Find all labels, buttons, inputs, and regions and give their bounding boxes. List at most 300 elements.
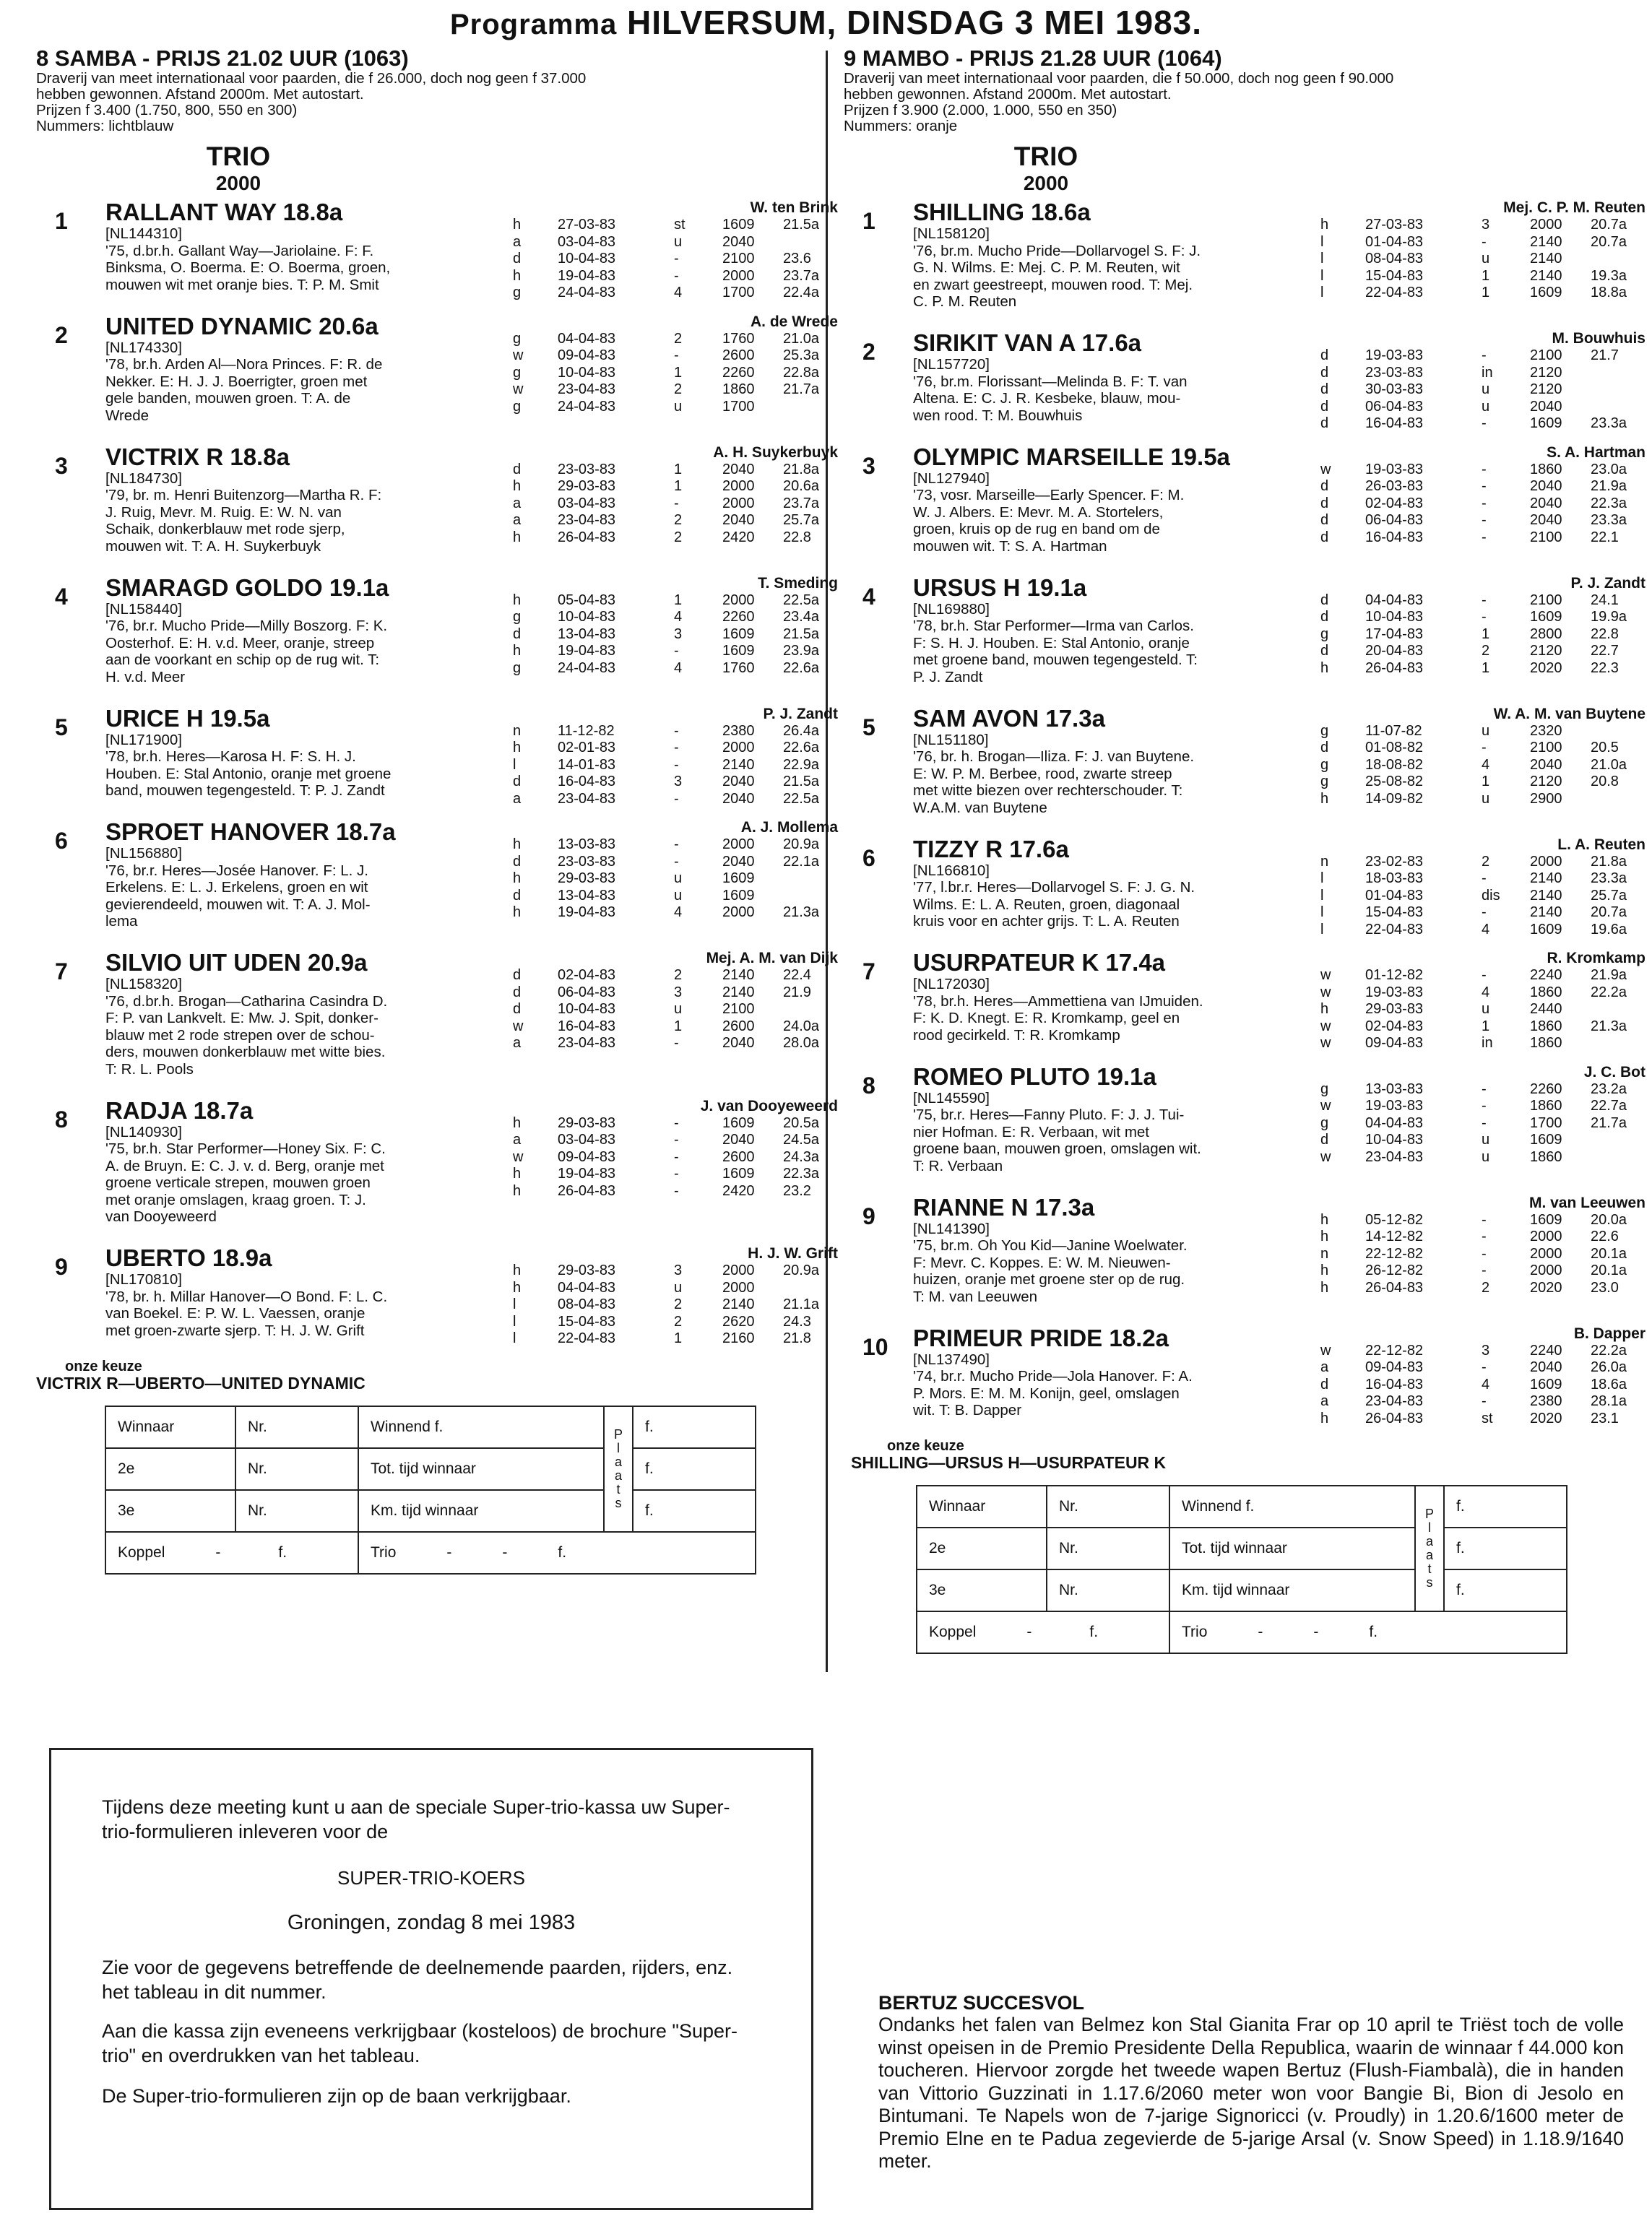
form-track: h [513, 643, 522, 659]
form-date: 19-04-83 [558, 267, 616, 284]
horse-details: [NL174330] [105, 339, 183, 356]
form-place: - [1482, 967, 1487, 983]
form-date: 18-03-83 [1365, 870, 1424, 886]
form-date: 10-04-83 [558, 609, 616, 625]
second-label: 2e [105, 1448, 235, 1490]
form-place: u [1482, 398, 1490, 415]
form-track: h [513, 1166, 522, 1182]
form-place: u [1482, 1132, 1490, 1148]
form-date: 01-04-83 [1365, 233, 1424, 250]
form-date: 03-04-83 [558, 1132, 616, 1148]
plaats-f-field: f. [1444, 1569, 1567, 1611]
form-distance: 2240 [1530, 967, 1562, 983]
form-date: 13-04-83 [558, 625, 616, 642]
form-place: - [1482, 529, 1487, 545]
form-distance: 1860 [1530, 984, 1562, 1000]
form-track: d [1320, 643, 1329, 659]
form-place: - [674, 347, 679, 363]
form-date: 11-07-82 [1365, 722, 1422, 739]
trio-amount: 2000 [1023, 172, 1069, 194]
horse-number: 5 [862, 714, 875, 740]
race-description: hebben gewonnen. Afstand 2000m. Met autostart. [844, 86, 1172, 103]
form-date: 01-04-83 [1365, 887, 1424, 904]
horse-details: [NL158440] [105, 600, 183, 618]
horse-details: '76, br.r. Heres—Josée Hanover. F: L. J. [105, 862, 368, 879]
form-place: 1 [1482, 267, 1490, 284]
form-distance: 1609 [1530, 1132, 1562, 1148]
horse-info [913, 1064, 1318, 1175]
horse-details: Erkelens. E: L. J. Erkelens, groen en wit [105, 879, 368, 896]
plaats-f-field: f. [633, 1406, 756, 1448]
horse-details: T: R. L. Pools [105, 1060, 194, 1078]
horse-details: P. J. Zandt [913, 668, 983, 685]
horse-details: [NL127940] [913, 469, 990, 487]
form-place: 4 [674, 659, 683, 676]
plaats-letter: a [1425, 1534, 1433, 1549]
form-track: a [513, 233, 522, 250]
form-distance: 2040 [1530, 756, 1562, 773]
form-distance: 2600 [722, 1018, 755, 1034]
form-track: h [1320, 1279, 1329, 1296]
horse-info [105, 199, 510, 293]
form-date: 29-03-83 [558, 870, 616, 886]
form-place: - [1482, 870, 1487, 886]
horse-details: van Boekel. E: P. W. L. Vaessen, oranje [105, 1305, 366, 1322]
form-date: 09-04-83 [558, 1148, 616, 1165]
horse-details: Wrede [105, 407, 150, 424]
form-time: 22.3 [1591, 659, 1619, 676]
race-description: Nummers: oranje [844, 118, 958, 134]
form-place: 4 [1482, 921, 1490, 937]
form-date: 09-04-83 [1365, 1359, 1424, 1375]
form-date: 26-04-83 [1365, 1279, 1424, 1296]
horse-entry [36, 575, 838, 703]
form-date: 29-03-83 [558, 1114, 616, 1131]
form-track: d [513, 251, 522, 267]
form-place: - [1482, 904, 1487, 920]
form-distance: 2040 [722, 512, 755, 528]
form-place: - [674, 1148, 679, 1165]
horse-entry [36, 444, 838, 572]
form-distance: 2140 [1530, 251, 1562, 267]
form-distance: 2000 [1530, 1229, 1562, 1244]
form-distance: 2000 [722, 495, 755, 511]
plaats-letter: P [1424, 1507, 1434, 1521]
horse-details: W. J. Albers. E: Mevr. M. A. Stortelers, [913, 503, 1164, 521]
km-tijd-field: Km. tijd winnaar [1169, 1569, 1415, 1611]
horse-details: T: R. Verbaan [913, 1157, 1003, 1174]
form-date: 19-03-83 [1365, 984, 1424, 1000]
trio-amount: 2000 [215, 172, 261, 194]
form-date: 23-03-83 [558, 853, 616, 870]
form-track: h [513, 1263, 522, 1278]
form-track: d [513, 967, 522, 983]
form-distance: 1609 [1530, 1376, 1562, 1393]
form-track: l [1320, 251, 1324, 267]
keuze-picks: VICTRIX R—UBERTO—UNITED DYNAMIC [36, 1373, 366, 1393]
form-distance: 2040 [1530, 512, 1562, 528]
horse-info [913, 1195, 1318, 1306]
form-time: 22.8 [1591, 625, 1619, 642]
form-place: 2 [674, 1296, 683, 1312]
form-distance: 2000 [722, 836, 755, 852]
trio-dash: - [1258, 1624, 1263, 1640]
horse-name: URICE H 19.5a [105, 704, 270, 732]
form-place: - [1482, 495, 1487, 511]
horse-driver: T. Smeding [758, 574, 838, 592]
form-place: 1 [1482, 625, 1490, 642]
horse-details: H. v.d. Meer [105, 668, 186, 685]
form-time: 20.1a [1591, 1263, 1627, 1278]
form-place: u [1482, 1001, 1490, 1017]
form-date: 02-04-83 [1365, 1018, 1424, 1034]
winnaar-label: Winnaar [917, 1486, 1047, 1528]
form-distance: 1609 [1530, 609, 1562, 625]
form-time: 22.8a [783, 364, 820, 381]
horse-info [913, 950, 1318, 1044]
form-place: - [674, 836, 679, 852]
form-track: w [1320, 1098, 1331, 1114]
form-distance: 1860 [1530, 1035, 1562, 1051]
horse-name: ROMEO PLUTO 19.1a [913, 1062, 1156, 1090]
form-place: - [1482, 1359, 1487, 1375]
horse-driver: W. ten Brink [750, 199, 838, 216]
form-date: 05-04-83 [558, 592, 616, 608]
form-time: 20.5a [783, 1114, 820, 1131]
form-date: 14-12-82 [1365, 1229, 1424, 1244]
form-distance: 1609 [722, 870, 755, 886]
form-time: 23.3a [1591, 870, 1627, 886]
horse-number: 6 [55, 828, 68, 854]
horse-details: '76, br.m. Mucho Pride—Dollarvogel S. F: J. [913, 242, 1201, 259]
winnend-field: Winnend f. [358, 1406, 604, 1448]
form-date: 23-04-83 [558, 381, 616, 397]
form-track: l [1320, 267, 1324, 284]
form-distance: 1609 [1530, 921, 1562, 937]
form-place: 3 [1482, 1342, 1490, 1359]
form-place: 2 [1482, 853, 1490, 870]
article-title: BERTUZ SUCCESVOL [878, 1992, 1085, 2014]
horse-driver: S. A. Hartman [1547, 443, 1645, 461]
horse-details: [NL171900] [105, 731, 183, 748]
horse-details: met oranje omslagen, kraag groen. T: J. [105, 1191, 366, 1208]
form-time: 28.0a [783, 1035, 820, 1051]
horse-number: 9 [55, 1254, 68, 1280]
winnaar-label: Winnaar [105, 1406, 235, 1448]
form-track: l [513, 1296, 516, 1312]
second-label: 2e [917, 1528, 1047, 1569]
horse-details: W.A.M. van Buytene [913, 799, 1047, 816]
form-place: - [674, 853, 679, 870]
plaats-letter: a [1425, 1548, 1433, 1562]
form-place: - [674, 740, 679, 755]
horse-name: URSUS H 19.1a [913, 573, 1087, 601]
form-track: w [1320, 1148, 1331, 1165]
form-place: 2 [674, 381, 683, 397]
form-date: 03-04-83 [558, 233, 616, 250]
form-time: 23.9a [783, 643, 820, 659]
horse-number: 1 [55, 208, 68, 234]
form-distance: 2120 [1530, 774, 1562, 789]
horse-entry [844, 706, 1645, 833]
form-place: - [1482, 347, 1487, 363]
form-date: 18-08-82 [1365, 756, 1424, 773]
form-track: n [1320, 853, 1329, 870]
form-distance: 2140 [1530, 870, 1562, 886]
horse-entry [36, 819, 838, 947]
form-distance: 1609 [1530, 285, 1562, 300]
horse-name: SHILLING 18.6a [913, 199, 1091, 225]
form-track: g [1320, 774, 1329, 789]
horse-name: PRIMEUR PRIDE 18.2a [913, 1324, 1169, 1351]
form-distance: 2260 [722, 609, 755, 625]
form-distance: 2440 [1530, 1001, 1562, 1017]
form-date: 06-04-83 [558, 984, 616, 1000]
horse-details: gevierendeeld, mouwen wit. T: A. J. Mol- [105, 896, 371, 913]
form-track: a [513, 495, 522, 511]
horse-details: [NL156880] [105, 845, 183, 862]
horse-details: G. N. Wilms. E: Mej. C. P. M. Reuten, wit [913, 259, 1180, 276]
form-date: 10-04-83 [1365, 1132, 1424, 1148]
form-distance: 2020 [1530, 1279, 1562, 1296]
horse-driver: Mej. C. P. M. Reuten [1503, 199, 1645, 216]
plaats-letter: t [1427, 1562, 1432, 1576]
form-time: 20.6a [783, 478, 820, 494]
trio-dash: - [502, 1543, 508, 1561]
trio-f: f. [558, 1543, 567, 1561]
horse-details: groene baan, mouwen groen, omslagen wit. [913, 1140, 1201, 1157]
form-time: 23.7a [783, 267, 820, 284]
form-track: d [513, 887, 522, 904]
form-place: 1 [674, 592, 683, 608]
horse-info [105, 1245, 510, 1339]
form-distance: 2040 [722, 461, 755, 477]
form-time: 22.6 [1591, 1229, 1619, 1244]
trio-label: TRIO [1013, 142, 1078, 171]
horse-name: UNITED DYNAMIC 20.6a [105, 312, 379, 339]
form-date: 11-12-82 [558, 722, 615, 739]
horse-entry [844, 1195, 1645, 1322]
form-place: - [1482, 1393, 1487, 1409]
form-place: - [1482, 740, 1487, 755]
form-date: 23-04-83 [558, 1035, 616, 1051]
form-place: 4 [674, 904, 683, 920]
form-time: 23.2a [1591, 1080, 1627, 1097]
form-date: 26-12-82 [1365, 1263, 1424, 1278]
form-place: - [674, 722, 679, 739]
form-date: 29-03-83 [558, 1263, 616, 1278]
koppel-field [917, 1611, 1169, 1653]
form-track: d [513, 461, 522, 477]
horse-details: E: W. P. M. Berbee, rood, zwarte streep [913, 765, 1172, 782]
form-distance: 2040 [1530, 1359, 1562, 1375]
form-date: 15-04-83 [1365, 904, 1424, 920]
form-date: 19-03-83 [1365, 461, 1424, 477]
form-date: 26-04-83 [558, 1182, 616, 1199]
result-table [916, 1485, 1567, 1654]
form-time: 20.5 [1591, 740, 1619, 755]
form-time: 24.0a [783, 1018, 820, 1034]
form-place: - [1482, 1098, 1487, 1114]
form-date: 09-04-83 [1365, 1035, 1424, 1051]
form-distance: 2240 [1530, 1342, 1562, 1359]
tot-tijd-field: Tot. tijd winnaar [358, 1448, 604, 1490]
form-date: 22-12-82 [1365, 1342, 1424, 1359]
form-time: 21.9a [1591, 967, 1627, 983]
form-track: h [513, 904, 522, 920]
horse-details: met groen-zwarte sjerp. T: H. J. W. Grift [105, 1322, 365, 1339]
form-track: w [513, 381, 524, 397]
form-distance: 2000 [722, 478, 755, 494]
trio-field [358, 1532, 756, 1574]
horse-driver: A. de Wrede [751, 313, 838, 330]
form-place: 4 [674, 609, 683, 625]
form-place: - [1482, 1229, 1487, 1244]
horse-name: RADJA 18.7a [105, 1096, 254, 1124]
horse-details: '79, br. m. Henri Buitenzorg—Martha R. F: [105, 487, 382, 503]
form-time: 21.3a [783, 904, 820, 920]
form-track: l [513, 1330, 516, 1346]
form-distance: 2040 [722, 853, 755, 870]
plaats-f-field: f. [1444, 1486, 1567, 1528]
horse-details: Houben. E: Stal Antonio, oranje met groene [105, 765, 392, 782]
form-distance: 1860 [1530, 1018, 1562, 1034]
horse-details: F: K. D. Knegt. E: R. Kromkamp, geel en [913, 1010, 1180, 1026]
form-track: w [1320, 967, 1331, 983]
form-track: g [1320, 1080, 1329, 1097]
form-time: 21.0a [783, 330, 820, 347]
form-distance: 1609 [1530, 415, 1562, 431]
horse-details: '76, br.m. Florissant—Melinda B. F: T. van [913, 373, 1188, 390]
form-distance: 1609 [722, 887, 755, 904]
form-track: g [513, 609, 522, 625]
form-track: d [513, 1001, 522, 1017]
form-distance: 1609 [722, 1114, 755, 1131]
super-trio-box [49, 1748, 813, 2210]
form-track: h [513, 870, 522, 886]
form-place: - [1482, 461, 1487, 477]
form-date: 17-04-83 [1365, 625, 1424, 642]
form-place: 4 [1482, 1376, 1490, 1393]
form-distance: 2140 [1530, 904, 1562, 920]
horse-number: 2 [862, 339, 875, 365]
plaats-letter: a [614, 1454, 622, 1469]
form-time: 22.4 [783, 967, 811, 983]
trio-dash: - [1313, 1624, 1319, 1640]
horse-number: 4 [862, 583, 875, 610]
form-distance: 2380 [1530, 1393, 1562, 1409]
km-tijd-field: Km. tijd winnaar [358, 1490, 604, 1532]
form-time: 23.3a [1591, 415, 1627, 431]
horse-details: kruis voor en achter grijs. T: L. A. Reuten [913, 913, 1180, 930]
form-date: 25-08-82 [1365, 774, 1424, 789]
form-time: 20.1a [1591, 1245, 1627, 1262]
race-description: Prijzen f 3.900 (2.000, 1.000, 550 en 350) [844, 102, 1117, 118]
horse-details: '76, br.r. Mucho Pride—Milly Boszorg. F: K. [105, 618, 388, 634]
form-time: 19.3a [1591, 267, 1627, 284]
form-date: 29-03-83 [1365, 1001, 1424, 1017]
form-time: 25.3a [783, 347, 820, 363]
form-place: - [674, 251, 679, 267]
form-track: g [513, 364, 522, 381]
form-time: 22.8 [783, 529, 811, 545]
plaats-letter: l [617, 1440, 620, 1455]
horse-details: Nekker. E: H. J. J. Boerrigter, groen met [105, 373, 368, 390]
form-distance: 1760 [722, 330, 755, 347]
form-date: 14-01-83 [558, 756, 616, 773]
form-distance: 1609 [1530, 1211, 1562, 1228]
form-time: 21.8a [783, 461, 820, 477]
koppel-dash: - [1026, 1624, 1032, 1640]
form-date: 04-04-83 [1365, 592, 1424, 608]
horse-number: 3 [55, 452, 68, 479]
horse-number: 3 [862, 452, 875, 479]
horse-info [913, 444, 1318, 555]
horse-driver: M. Bouwhuis [1552, 330, 1645, 347]
form-track: d [1320, 415, 1329, 431]
form-distance: 2000 [1530, 853, 1562, 870]
form-track: g [513, 330, 522, 347]
form-date: 04-04-83 [558, 330, 616, 347]
form-place: u [1482, 251, 1490, 267]
form-time: 20.9a [783, 836, 820, 852]
horse-details: wen rood. T: M. Bouwhuis [913, 407, 1083, 424]
keuze-label: onze keuze [887, 1438, 964, 1454]
race-description: Prijzen f 3.400 (1.750, 800, 550 en 300) [36, 102, 298, 118]
form-place: - [674, 1182, 679, 1199]
form-track: h [513, 529, 522, 545]
form-date: 26-03-83 [1365, 478, 1424, 494]
form-place: - [674, 495, 679, 511]
form-date: 26-04-83 [558, 529, 616, 545]
form-distance: 2100 [722, 251, 755, 267]
form-track: w [513, 347, 524, 363]
horse-details: Altena. E: C. J. R. Kesbeke, blauw, mou- [913, 390, 1181, 407]
form-place: 2 [1482, 1279, 1490, 1296]
form-date: 16-04-83 [558, 1018, 616, 1034]
plaats-letter: s [1426, 1575, 1433, 1590]
horse-name: SILVIO UIT UDEN 20.9a [105, 949, 368, 976]
horse-details: nier Hofman. E: R. Verbaan, wit met [913, 1123, 1149, 1140]
form-time: 21.3a [1591, 1018, 1627, 1034]
horse-entry [36, 199, 838, 311]
form-distance: 2140 [722, 756, 755, 773]
form-track: w [1320, 1018, 1331, 1034]
form-time: 23.4a [783, 609, 820, 625]
form-distance: 2020 [1530, 659, 1562, 676]
form-distance: 1700 [722, 398, 755, 415]
form-time: 20.7a [1591, 904, 1627, 920]
form-place: 1 [674, 1330, 683, 1346]
form-place: u [674, 233, 683, 250]
form-date: 23-03-83 [1365, 364, 1424, 381]
horse-details: groene verticale strepen, mouwen groen [105, 1174, 371, 1191]
horse-details: '78, br. h. Millar Hanover—O Bond. F: L. C. [105, 1288, 388, 1305]
form-track: l [1320, 904, 1324, 920]
horse-name: VICTRIX R 18.8a [105, 443, 290, 470]
form-date: 22-04-83 [558, 1330, 616, 1346]
form-time: 23.6 [783, 251, 811, 267]
form-place: u [674, 1279, 683, 1296]
form-distance: 2000 [1530, 1263, 1562, 1278]
horse-info [913, 330, 1318, 424]
form-time: 22.4a [783, 285, 820, 300]
form-time: 28.1a [1591, 1393, 1627, 1409]
horse-details: wit. T: B. Dapper [913, 1402, 1022, 1419]
super-trio-date: Groningen, zondag 8 mei 1983 [287, 1911, 576, 1934]
third-label: 3e [105, 1490, 235, 1532]
form-place: - [674, 1132, 679, 1148]
